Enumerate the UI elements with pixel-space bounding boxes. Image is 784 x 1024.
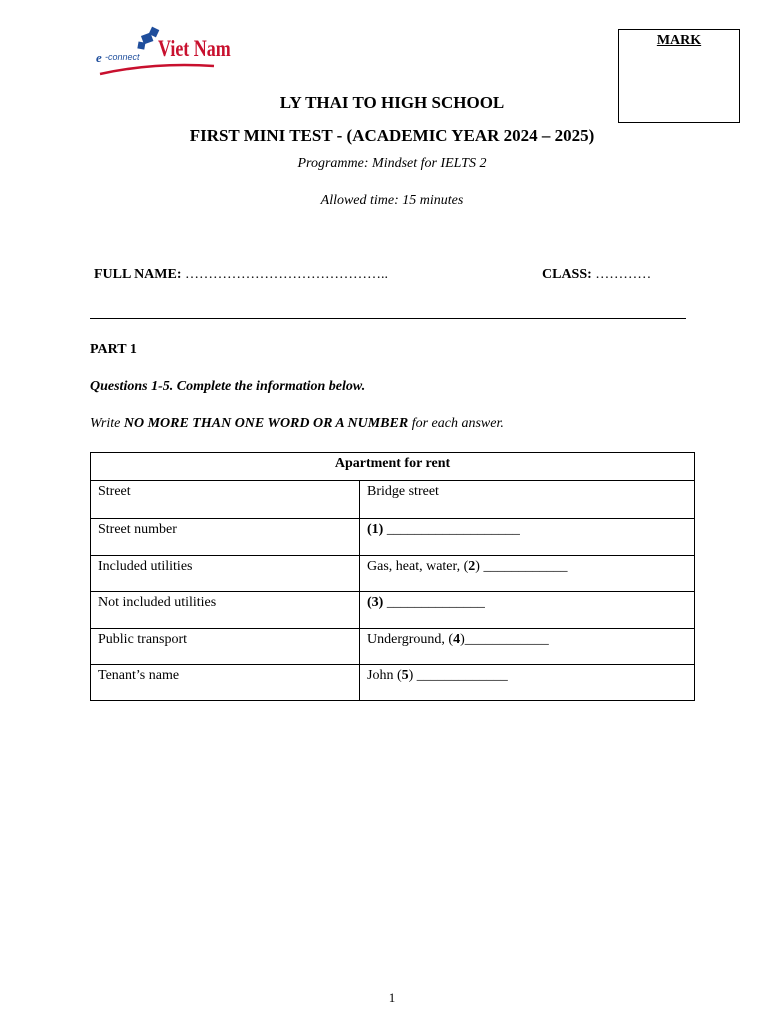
class-field[interactable] — [542, 267, 651, 283]
table-row — [91, 629, 695, 665]
school-name: LY THAI TO HIGH SCHOOL — [279, 93, 505, 112]
answer-blank-3[interactable]: (3) ______________ — [360, 592, 695, 629]
svg-text:e: e — [96, 50, 102, 65]
programme-line: Programme: Mindset for IELTS 2 — [297, 156, 487, 171]
apartment-table — [90, 452, 695, 701]
allowed-time: Allowed time: 15 minutes — [320, 193, 464, 208]
answer-blank-5[interactable]: John (5) _____________ — [360, 665, 695, 701]
separator-line — [90, 318, 686, 319]
instruction-questions: Questions 1-5. Complete the information below. — [90, 379, 366, 394]
class-blank[interactable]: ………… — [595, 267, 652, 282]
part-title: PART 1 — [90, 342, 137, 357]
instruction-word-limit: Write NO MORE THAN ONE WORD OR A NUMBER for each answer. — [90, 416, 504, 431]
row-label: Street — [91, 481, 360, 519]
row-label: Street number — [91, 519, 360, 556]
mark-label: MARK — [656, 33, 702, 48]
test-title: FIRST MINI TEST - (ACADEMIC YEAR 2024 – 2025) — [189, 126, 595, 145]
answer-blank-4[interactable]: Underground, (4)____________ — [360, 629, 695, 665]
page-number: 1 — [388, 990, 396, 1005]
answer-blank-2[interactable]: Gas, heat, water, (2) ____________ — [360, 556, 695, 592]
row-label: Included utilities — [91, 556, 360, 592]
table-row — [91, 665, 695, 701]
svg-text:-connect: -connect — [105, 52, 140, 62]
full-name-field[interactable] — [94, 267, 388, 283]
table-header-row — [91, 453, 695, 481]
full-name-blank[interactable]: …………………………………….. — [185, 267, 388, 282]
row-value: Bridge street — [360, 481, 695, 519]
class-label: CLASS: — [542, 267, 592, 282]
table-row — [91, 519, 695, 556]
svg-text:Viet Nam: Viet Nam — [158, 37, 231, 62]
answer-blank-1[interactable]: (1) ___________________ — [360, 519, 695, 556]
row-label: Tenant’s name — [91, 665, 360, 701]
full-name-label: FULL NAME: — [94, 267, 182, 282]
table-row — [91, 556, 695, 592]
row-label: Not included utilities — [91, 592, 360, 629]
row-label: Public transport — [91, 629, 360, 665]
econnect-vietnam-logo — [94, 26, 231, 78]
table-title: Apartment for rent — [91, 453, 695, 481]
table-row — [91, 481, 695, 519]
table-row — [91, 592, 695, 629]
